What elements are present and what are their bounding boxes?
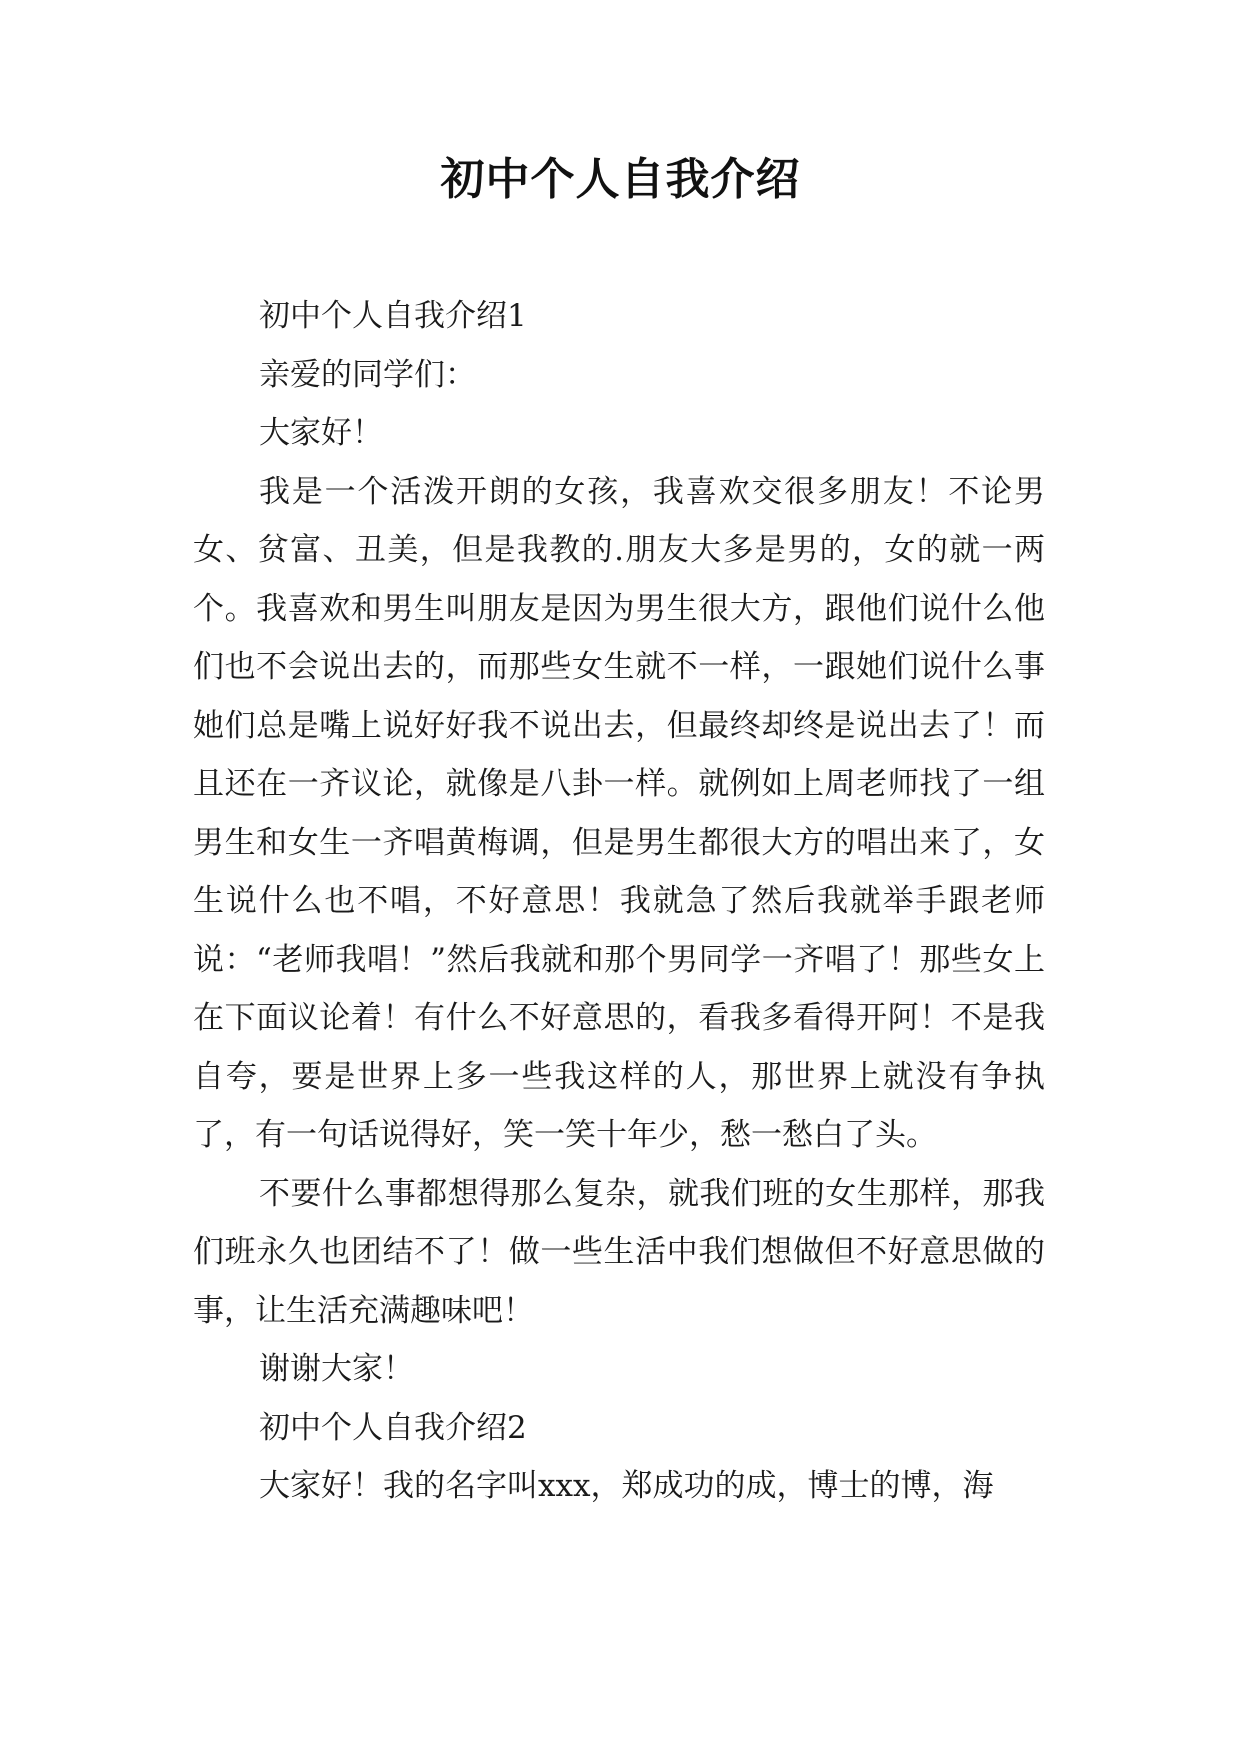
- greeting: 大家好！: [259, 415, 383, 451]
- section-heading-1: 初中个人自我介绍1: [259, 298, 527, 334]
- page-title: 初中个人自我介绍: [440, 154, 801, 205]
- closing-thanks: 谢谢大家！: [259, 1351, 414, 1387]
- body-paragraph: 大家好！我的名字叫xxx，郑成功的成，博士的博，海: [259, 1468, 994, 1504]
- section-heading-2: 初中个人自我介绍2: [259, 1409, 527, 1446]
- salutation: 亲爱的同学们：: [259, 356, 476, 393]
- body-paragraph: 不要什么事都想得那么复杂，就我们班的女生那样，那我们班永久也团结不了！做一些生活中我们想做但不好意思做的事，让生活充满趣味吧！: [193, 1175, 1045, 1329]
- document-body: [193, 287, 1045, 1516]
- body-paragraph: 我是一个活泼开朗的女孩，我喜欢交很多朋友！不论男女、贫富、丑美，但是我教的.朋友大多是男的，女的就一两个。我喜欢和男生叫朋友是因为男生很大方，跟他们说什么他们也不会说出去的，而那些女生就不一样，一跟她们说什么事她们总是嘴上说好好我不说出去，但最终却终是说出去了！而且还在一齐议论，就像是八卦一样。就例如上周老师找了一组男生和女生一齐唱黄梅调，但是男生都很大方的唱出来了，女生说什么也不唱，不好意思！我就急了然后我就举手跟老师说：“老师我唱！”然后我就和那个男同学一齐唱了！那些女上在下面议论着！有什么不好意思的，看我多看得开阿！不是我自夸，要是世界上多一些我这样的人，那世界上就没有争执了，有一句话说得好，笑一笑十年少，愁一愁白了头。: [193, 473, 1045, 1153]
